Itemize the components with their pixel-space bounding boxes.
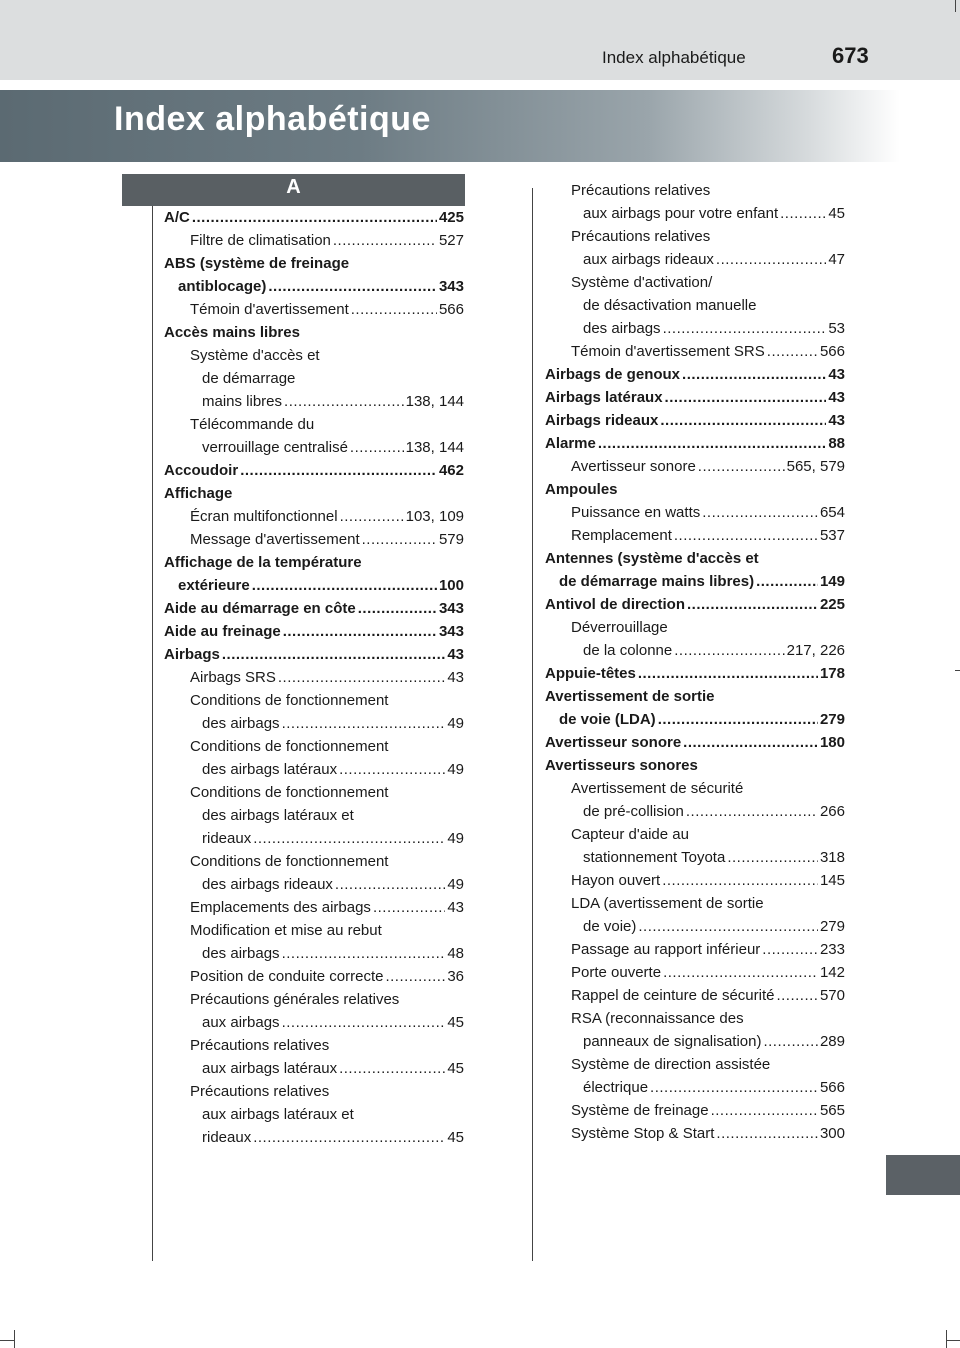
index-entry [545, 800, 845, 823]
index-entry-page: 53 [828, 320, 845, 337]
index-entry-text: Accès mains libres [164, 324, 300, 341]
dot-leader [278, 666, 445, 689]
index-entry-page: 43 [447, 646, 464, 663]
index-entry [545, 639, 845, 662]
index-entry-text: Affichage de la température [164, 554, 362, 571]
index-entry [545, 984, 845, 1007]
index-entry-page: 318 [819, 849, 845, 866]
index-entry-page: 45 [447, 1060, 464, 1077]
dot-leader [240, 459, 437, 482]
index-entry [164, 965, 464, 988]
index-entry-text: Système de direction assistée [571, 1056, 771, 1073]
index-entry-text: Télécommande du [190, 416, 315, 433]
index-entry-text: Conditions de fonctionnement [190, 738, 389, 755]
dot-leader [687, 593, 818, 616]
index-entry-text: aux airbags rideaux [583, 251, 714, 268]
dot-leader [663, 961, 818, 984]
dot-leader [358, 597, 437, 620]
dot-leader [662, 869, 818, 892]
index-entry-text: Hayon ouvert [571, 872, 661, 889]
dot-leader [598, 432, 826, 455]
dot-leader [362, 528, 437, 551]
index-entry-text: aux airbags latéraux [202, 1060, 338, 1077]
index-entry-page: 462 [438, 462, 464, 479]
index-entry [545, 455, 845, 478]
index-entry [164, 850, 464, 873]
dot-leader [284, 390, 404, 413]
index-entry-text: de démarrage [202, 370, 296, 387]
index-entry-page: 88 [828, 435, 845, 452]
index-entry [164, 574, 464, 597]
index-entry-text: Avertissement de sortie [545, 688, 715, 705]
index-entry [545, 1030, 845, 1053]
index-entry-page: 138, 144 [405, 393, 464, 410]
index-entry [545, 685, 845, 708]
index-entry-text: Aide au freinage [164, 623, 281, 640]
index-entry-text: Avertisseur sonore [571, 458, 696, 475]
index-entry-text: Antivol de direction [545, 596, 686, 613]
index-entry-text: Conditions de fonctionnement [190, 692, 389, 709]
index-entry [164, 551, 464, 574]
index-entry-text: de démarrage mains libres) [559, 573, 755, 590]
index-entry [164, 827, 464, 850]
index-entry-text: de désactivation manuelle [583, 297, 757, 314]
dot-leader [683, 731, 818, 754]
index-entry [545, 1007, 845, 1030]
dot-leader [727, 846, 818, 869]
index-entry-page: 43 [828, 389, 845, 406]
index-entry [164, 206, 464, 229]
dot-leader [252, 574, 437, 597]
index-entry [545, 570, 845, 593]
index-entry-text: Accoudoir [164, 462, 239, 479]
index-entry-page: 343 [438, 600, 464, 617]
index-entry-text: Précautions relatives [190, 1083, 330, 1100]
index-entry [164, 620, 464, 643]
index-entry-text: des airbags [202, 715, 280, 732]
dot-leader [674, 639, 784, 662]
index-entry [164, 321, 464, 344]
index-entry [164, 597, 464, 620]
index-entry [545, 409, 845, 432]
dot-leader [373, 896, 445, 919]
crop-mark [955, 0, 956, 12]
dot-leader [333, 229, 437, 252]
dot-leader [776, 984, 818, 1007]
index-entry-text: aux airbags pour votre enfant [583, 205, 779, 222]
index-column-right [545, 179, 845, 1145]
index-entry-text: Déverrouillage [571, 619, 668, 636]
dot-leader [638, 662, 818, 685]
index-entry-page: 300 [819, 1125, 845, 1142]
index-entry-text: de pré-collision [583, 803, 684, 820]
index-entry-page: 565 [819, 1102, 845, 1119]
index-entry-text: antiblocage) [178, 278, 267, 295]
index-entry-text: des airbags rideaux [202, 876, 333, 893]
index-entry-text: Position de conduite correcte [190, 968, 384, 985]
index-entry [164, 919, 464, 942]
index-entry [164, 1057, 464, 1080]
index-entry [545, 869, 845, 892]
index-entry-text: Système de freinage [571, 1102, 709, 1119]
dot-leader [340, 505, 404, 528]
index-entry [164, 1126, 464, 1149]
dot-leader [763, 1030, 818, 1053]
letter-heading: A [286, 176, 301, 198]
index-entry [164, 781, 464, 804]
dot-leader [663, 317, 827, 340]
crop-mark [955, 670, 960, 671]
index-entry [164, 712, 464, 735]
index-entry [164, 873, 464, 896]
index-entry-text: Système d'activation/ [571, 274, 713, 291]
index-entry-page: 43 [447, 899, 464, 916]
index-entry-page: 178 [819, 665, 845, 682]
index-entry-page: 49 [447, 715, 464, 732]
index-entry [545, 363, 845, 386]
index-entry-page: 289 [819, 1033, 845, 1050]
index-entry [545, 294, 845, 317]
index-entry [545, 317, 845, 340]
index-entry-text: Conditions de fonctionnement [190, 784, 389, 801]
index-entry-text: extérieure [178, 577, 250, 594]
index-entry [164, 436, 464, 459]
index-entry [164, 528, 464, 551]
index-entry [164, 735, 464, 758]
index-entry-page: 654 [819, 504, 845, 521]
section-thumb-tab [886, 1155, 960, 1195]
index-entry-text: Conditions de fonctionnement [190, 853, 389, 870]
dot-leader [698, 455, 785, 478]
index-entry-page: 47 [828, 251, 845, 268]
index-entry-text: des airbags [583, 320, 661, 337]
index-entry-text: Message d'avertissement [190, 531, 360, 548]
index-entry-page: 279 [819, 918, 845, 935]
dot-leader [192, 206, 437, 229]
index-entry [545, 593, 845, 616]
index-entry [545, 340, 845, 363]
index-entry-page: 343 [438, 623, 464, 640]
index-entry-page: 233 [819, 941, 845, 958]
index-entry-text: de voie (LDA) [559, 711, 656, 728]
index-entry [545, 478, 845, 501]
index-entry [545, 662, 845, 685]
left-column-rule [152, 206, 153, 1261]
index-entry [545, 179, 845, 202]
index-entry-text: Précautions relatives [571, 182, 711, 199]
index-entry-text: de voie) [583, 918, 637, 935]
index-entry [545, 731, 845, 754]
dot-leader [283, 620, 437, 643]
index-entry-text: Écran multifonctionnel [190, 508, 338, 525]
header-band [0, 0, 960, 80]
index-entry [164, 1080, 464, 1103]
index-entry-text: Avertissement de sécurité [571, 780, 744, 797]
index-column-left [164, 206, 464, 1149]
index-entry [545, 915, 845, 938]
dot-leader [780, 202, 826, 225]
index-entry-page: 36 [447, 968, 464, 985]
dot-leader [351, 298, 437, 321]
index-entry [545, 754, 845, 777]
index-entry-text: Précautions relatives [571, 228, 711, 245]
index-entry [545, 961, 845, 984]
index-entry-text: panneaux de signalisation) [583, 1033, 762, 1050]
index-entry [164, 804, 464, 827]
index-entry [545, 708, 845, 731]
index-entry [545, 823, 845, 846]
index-entry-page: 43 [828, 412, 845, 429]
index-entry-page: 566 [819, 1079, 845, 1096]
dot-leader [716, 248, 826, 271]
index-entry [164, 459, 464, 482]
index-entry-text: LDA (avertissement de sortie [571, 895, 764, 912]
index-entry-text: Airbags rideaux [545, 412, 659, 429]
crop-mark [946, 1340, 960, 1341]
index-entry-page: 570 [819, 987, 845, 1004]
running-header-title: Index alphabétique [602, 48, 746, 67]
dot-leader [282, 942, 446, 965]
index-entry [545, 524, 845, 547]
index-entry-text: rideaux [202, 830, 252, 847]
index-entry-text: Airbags de genoux [545, 366, 681, 383]
index-entry-text: stationnement Toyota [583, 849, 726, 866]
index-entry-text: Avertisseur sonore [545, 734, 682, 751]
index-entry-page: 149 [819, 573, 845, 590]
dot-leader [638, 915, 818, 938]
index-entry-page: 142 [819, 964, 845, 981]
index-entry-text: Airbags SRS [190, 669, 276, 686]
index-entry-page: 566 [438, 301, 464, 318]
index-entry-text: des airbags latéraux [202, 761, 338, 778]
index-entry [164, 298, 464, 321]
index-entry-page: 45 [447, 1014, 464, 1031]
index-entry-text: Témoin d'avertissement [190, 301, 349, 318]
index-entry [545, 271, 845, 294]
index-entry [545, 248, 845, 271]
index-entry [164, 344, 464, 367]
index-entry-text: Antennes (système d'accès et [545, 550, 759, 567]
dot-leader [339, 1057, 445, 1080]
index-entry-text: Avertisseurs sonores [545, 757, 698, 774]
index-entry-text: Rappel de ceinture de sécurité [571, 987, 775, 1004]
index-entry [545, 1122, 845, 1145]
dot-leader [222, 643, 445, 666]
index-entry-page: 527 [438, 232, 464, 249]
index-entry-text: Témoin d'avertissement SRS [571, 343, 765, 360]
index-entry [545, 432, 845, 455]
index-entry-text: Passage au rapport inférieur [571, 941, 761, 958]
index-entry [545, 225, 845, 248]
index-entry-text: Appuie-têtes [545, 665, 636, 682]
index-entry-text: A/C [164, 209, 190, 226]
index-entry [545, 777, 845, 800]
index-entry-page: 579 [438, 531, 464, 548]
dot-leader [268, 275, 437, 298]
index-entry [164, 689, 464, 712]
index-entry-page: 566 [819, 343, 845, 360]
index-entry-text: Aide au démarrage en côte [164, 600, 356, 617]
index-entry [545, 202, 845, 225]
right-column-rule [532, 188, 533, 1261]
dot-leader [350, 436, 404, 459]
index-entry-page: 45 [828, 205, 845, 222]
index-entry-text: Affichage [164, 485, 233, 502]
index-entry [164, 1011, 464, 1034]
index-entry [164, 505, 464, 528]
index-entry [545, 892, 845, 915]
dot-leader [335, 873, 445, 896]
page-number: 673 [832, 43, 869, 68]
index-entry-page: 217, 226 [786, 642, 845, 659]
dot-leader [762, 938, 818, 961]
dot-leader [385, 965, 445, 988]
index-entry [545, 846, 845, 869]
index-entry-text: aux airbags [202, 1014, 280, 1031]
index-entry-text: Modification et mise au rebut [190, 922, 382, 939]
index-entry [164, 896, 464, 919]
dot-leader [674, 524, 818, 547]
index-entry-page: 49 [447, 876, 464, 893]
crop-mark [0, 1340, 14, 1341]
dot-leader [339, 758, 445, 781]
index-entry-page: 225 [819, 596, 845, 613]
index-entry-page: 103, 109 [405, 508, 464, 525]
index-entry-text: Porte ouverte [571, 964, 662, 981]
index-entry [164, 988, 464, 1011]
index-entry-page: 266 [819, 803, 845, 820]
header-divider [0, 80, 960, 88]
index-entry-text: mains libres [202, 393, 283, 410]
index-entry-page: 100 [438, 577, 464, 594]
dot-leader [658, 708, 818, 731]
index-entry-text: de la colonne [583, 642, 673, 659]
index-entry [164, 1103, 464, 1126]
index-entry-text: rideaux [202, 1129, 252, 1146]
index-entry [164, 229, 464, 252]
index-entry [164, 275, 464, 298]
index-entry-text: Filtre de climatisation [190, 232, 331, 249]
index-entry [164, 942, 464, 965]
index-entry-page: 138, 144 [405, 439, 464, 456]
index-entry [164, 482, 464, 505]
index-entry-text: électrique [583, 1079, 649, 1096]
dot-leader [767, 340, 818, 363]
index-entry-page: 425 [438, 209, 464, 226]
index-entry [164, 643, 464, 666]
dot-leader [253, 827, 445, 850]
index-entry-text: Remplacement [571, 527, 672, 544]
index-entry-text: Emplacements des airbags [190, 899, 371, 916]
index-entry [164, 666, 464, 689]
dot-leader [711, 1099, 818, 1122]
index-entry-text: des airbags latéraux et [202, 807, 354, 824]
dot-leader [253, 1126, 445, 1149]
index-entry-page: 49 [447, 761, 464, 778]
index-entry-text: Précautions relatives [190, 1037, 330, 1054]
index-entry [545, 1053, 845, 1076]
index-entry [164, 252, 464, 275]
dot-leader [650, 1076, 818, 1099]
page-title: Index alphabétique [114, 100, 431, 138]
index-entry [545, 938, 845, 961]
index-entry-page: 180 [819, 734, 845, 751]
index-entry-text: Ampoules [545, 481, 618, 498]
dot-leader [282, 1011, 446, 1034]
index-entry [164, 1034, 464, 1057]
index-entry-text: Système Stop & Start [571, 1125, 715, 1142]
dot-leader [756, 570, 818, 593]
dot-leader [282, 712, 446, 735]
index-entry-page: 43 [828, 366, 845, 383]
index-entry [164, 367, 464, 390]
index-entry-text: Puissance en watts [571, 504, 701, 521]
index-entry-text: Système d'accès et [190, 347, 320, 364]
dot-leader [702, 501, 818, 524]
index-entry-page: 565, 579 [786, 458, 845, 475]
index-entry-text: aux airbags latéraux et [202, 1106, 354, 1123]
crop-mark [946, 1330, 947, 1348]
crop-mark [14, 1330, 15, 1348]
index-entry-text: RSA (reconnaissance des [571, 1010, 744, 1027]
index-entry-page: 145 [819, 872, 845, 889]
index-entry-page: 45 [447, 1129, 464, 1146]
dot-leader [686, 800, 818, 823]
index-entry [545, 1099, 845, 1122]
index-entry-text: ABS (système de freinage [164, 255, 350, 272]
dot-leader [682, 363, 826, 386]
dot-leader [660, 409, 826, 432]
index-entry [545, 616, 845, 639]
dot-leader [716, 1122, 818, 1145]
index-entry-page: 279 [819, 711, 845, 728]
index-entry [164, 390, 464, 413]
index-entry [545, 1076, 845, 1099]
index-entry-text: Capteur d'aide au [571, 826, 689, 843]
index-entry-text: Airbags latéraux [545, 389, 663, 406]
index-entry-page: 537 [819, 527, 845, 544]
dot-leader [665, 386, 827, 409]
index-entry-page: 43 [447, 669, 464, 686]
index-entry [164, 758, 464, 781]
index-entry-text: Précautions générales relatives [190, 991, 400, 1008]
index-entry [545, 386, 845, 409]
index-entry [545, 547, 845, 570]
index-entry-page: 48 [447, 945, 464, 962]
index-entry [545, 501, 845, 524]
index-entry-text: verrouillage centralisé [202, 439, 348, 456]
index-entry-text: Alarme [545, 435, 596, 452]
index-entry-page: 49 [447, 830, 464, 847]
index-entry-text: Airbags [164, 646, 220, 663]
index-entry-text: des airbags [202, 945, 280, 962]
index-entry-page: 343 [438, 278, 464, 295]
index-entry [164, 413, 464, 436]
